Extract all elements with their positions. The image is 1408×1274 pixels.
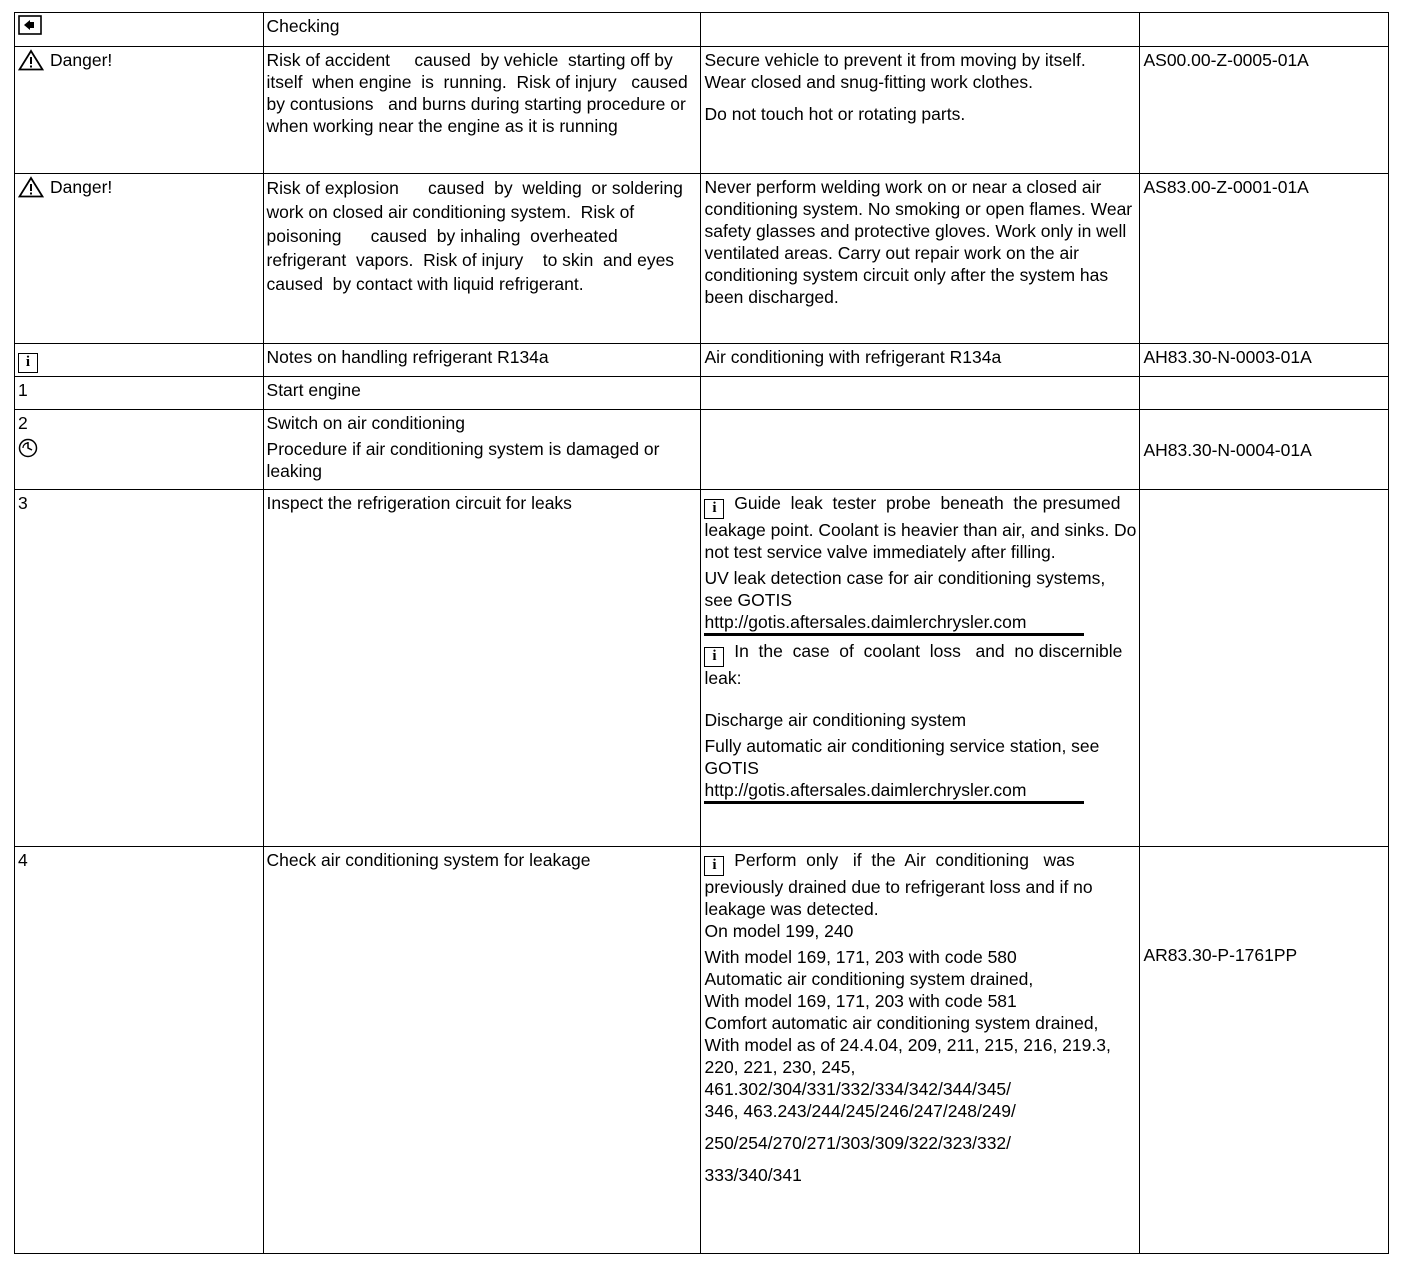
info-icon: i: [704, 856, 724, 876]
step-row-3: [15, 490, 1389, 847]
warning-triangle-icon: [18, 176, 44, 198]
step-number: 3: [15, 490, 264, 847]
step2-procedure: Procedure if air conditioning system is damaged or leaking: [266, 439, 660, 481]
step4-ref: AR83.30-P-1761PP: [1143, 945, 1298, 965]
notes-ref: AH83.30-N-0003-01A: [1140, 344, 1389, 377]
danger1-measure-1: Secure vehicle to prevent it from moving by itself.: [704, 50, 1086, 70]
step4-note: Perform only if the Air conditioning was previously drained due to refrigerant loss and if no leakage was detected.: [704, 850, 1098, 919]
danger-badge: [18, 49, 112, 71]
danger1-measure-3: Do not touch hot or rotating parts.: [704, 104, 966, 124]
step-row-1: [15, 377, 1389, 410]
danger-label: Danger!: [50, 177, 113, 197]
procedure-table: [14, 12, 1389, 1254]
danger2-ref: AS83.00-Z-0001-01A: [1140, 174, 1389, 344]
danger1-ref: AS00.00-Z-0005-01A: [1140, 47, 1389, 174]
danger-badge: [18, 176, 112, 198]
danger2-measure: Never perform welding work on or near a closed air conditioning system. No smoking or open flames. Wear safety glasses and protective gloves. Work only in well ventilated areas. Carry out repair work on the air conditioning system circuit only after the system has been discharged.: [701, 174, 1140, 344]
danger-row-2: [15, 174, 1389, 344]
step3-note2: In the case of coolant loss and no discernible leak:: [704, 641, 1128, 688]
gotis-link-2[interactable]: http://gotis.aftersales.daimlerchrysler.com: [704, 779, 1084, 804]
notes-row: [15, 344, 1389, 377]
step4-model4: 333/340/341: [704, 1165, 802, 1185]
checking-label: Checking: [263, 13, 701, 47]
procedure-clock-icon: [18, 438, 38, 458]
step-number: 4: [15, 847, 264, 1254]
notes-text: Notes on handling refrigerant R134a: [263, 344, 701, 377]
info-icon: i: [18, 353, 38, 373]
warning-triangle-icon: [18, 49, 44, 71]
step3-uv: UV leak detection case for air conditioning systems, see GOTIS: [704, 568, 1106, 610]
gotis-link-1[interactable]: http://gotis.aftersales.daimlerchrysler.com: [704, 611, 1084, 636]
step-number: 1: [15, 377, 264, 410]
info-icon: i: [704, 647, 724, 667]
speaker-icon: [18, 15, 42, 35]
danger1-risk: Risk of accident caused by vehicle starting off by itself when engine is running. Risk of injury caused by contusions and burns during starting procedure or when working near the engine as it is running: [263, 47, 701, 174]
step-number: 2: [18, 413, 28, 433]
step3-note1: Guide leak tester probe beneath the presumed leakage point. Coolant is heavier than air, and sinks. Do not test service valve immediately after filling.: [704, 493, 1142, 562]
danger2-risk: Risk of explosion caused by welding or soldering work on closed air conditioning system. Risk of poisoning caused by inhaling overheated refrigerant vapors. Risk of injury to skin and eyes caused by contact with liquid refrigerant.: [263, 174, 701, 344]
danger-row-1: [15, 47, 1389, 174]
step-row-2: [15, 410, 1389, 490]
step2-ref: AH83.30-N-0004-01A: [1143, 439, 1312, 460]
step3-service: Fully automatic air conditioning service station, see GOTIS: [704, 736, 1100, 778]
step3-text: Inspect the refrigeration circuit for leaks: [263, 490, 701, 847]
step-row-4: [15, 847, 1389, 1254]
step2-text: Switch on air conditioning: [266, 413, 465, 433]
danger1-measure-2: Wear closed and snug-fitting work clothes.: [704, 72, 1033, 92]
info-icon: i: [704, 499, 724, 519]
checking-row: [15, 13, 1389, 47]
step4-model3: 250/254/270/271/303/309/322/323/332/: [704, 1133, 1012, 1153]
danger-label: Danger!: [50, 50, 113, 70]
checking-icon-cell: [15, 13, 264, 47]
step4-text: Check air conditioning system for leakage: [263, 847, 701, 1254]
step4-model1: On model 199, 240: [704, 921, 854, 941]
step3-discharge: Discharge air conditioning system: [704, 710, 967, 730]
step4-model2: With model 169, 171, 203 with code 580 Automatic air conditioning system drained, With model 169, 171, 203 with code 581 Comfort automatic air conditioning system drained, With model as of 24.4.04, 209, 211, 215, 216, 219.3, 220, 221, 230, 245, 461.302/304/331/332/334/342/344/345/ 346, 463.243/244/245/246/247/248/249/: [704, 947, 1111, 1121]
step1-text: Start engine: [263, 377, 701, 410]
notes-info: Air conditioning with refrigerant R134a: [701, 344, 1140, 377]
